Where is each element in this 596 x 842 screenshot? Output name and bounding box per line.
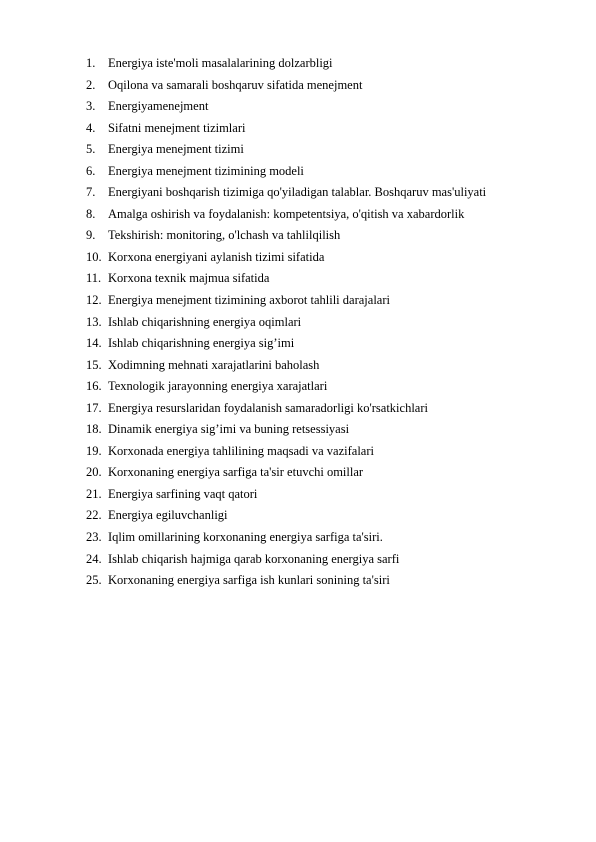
- list-item: [86, 484, 486, 506]
- list-item: [86, 290, 486, 312]
- list-item: [86, 376, 486, 398]
- item-text: Ishlab chiqarish hajmiga qarab korxonaning energiya sarfi: [108, 551, 400, 566]
- list-item: [86, 247, 486, 269]
- item-number: 12.: [86, 293, 102, 308]
- list-item: [86, 53, 486, 75]
- item-text: Dinamik energiya sig’imi va buning retsessiyasi: [108, 422, 350, 437]
- list-item: [86, 118, 486, 140]
- item-text: Energiya iste'moli masalalarining dolzarbligi: [108, 56, 333, 70]
- item-number: 25.: [86, 573, 102, 588]
- item-number: 3.: [86, 99, 96, 114]
- item-text: Ishlab chiqarishning energiya oqimlari: [108, 314, 302, 329]
- item-text: Korxonaning energiya sarfiga ta'sir etuvchi omillar: [108, 465, 364, 480]
- item-text: Xodimning mehnati xarajatlarini baholash: [108, 357, 320, 372]
- list-item: [86, 462, 486, 484]
- list-item: [86, 505, 486, 527]
- item-number: 16.: [86, 379, 102, 394]
- item-text: Korxonada energiya tahlilining maqsadi va vazifalari: [108, 443, 374, 458]
- item-text: Korxona texnik majmua sifatida: [108, 271, 270, 286]
- item-text: Energiya menejment tizimining modeli: [108, 163, 304, 178]
- item-text: Energiyamenejment: [108, 99, 209, 114]
- list-item: [86, 549, 486, 571]
- list-item: [86, 419, 486, 441]
- item-number: 23.: [86, 530, 102, 545]
- list-item: [86, 139, 486, 161]
- list-item: [86, 225, 486, 247]
- list-item: [86, 570, 486, 592]
- item-number: 22.: [86, 508, 102, 523]
- list-item: [86, 75, 486, 97]
- item-text: Energiya resurslaridan foydalanish samaradorligi ko'rsatkichlari: [108, 400, 428, 415]
- item-number: 4.: [86, 120, 96, 135]
- item-number: 11.: [86, 271, 102, 286]
- list-item: [86, 312, 486, 334]
- item-text: Texnologik jarayonning energiya xarajatlari: [108, 379, 328, 394]
- item-number: 6.: [86, 163, 96, 178]
- list-item: [86, 161, 486, 183]
- item-text: Energiya egiluvchanligi: [108, 508, 228, 523]
- item-number: 8.: [86, 206, 96, 221]
- item-number: 10.: [86, 249, 102, 264]
- list-item: [86, 527, 486, 549]
- item-number: 13.: [86, 314, 102, 329]
- item-number: 18.: [86, 422, 102, 437]
- item-number: 14.: [86, 336, 102, 351]
- item-text: Korxonaning energiya sarfiga ish kunlari sonining ta'siri: [108, 573, 390, 588]
- list-item: [86, 441, 486, 463]
- item-number: 5.: [86, 142, 96, 157]
- item-number: 1.: [86, 56, 96, 70]
- item-text: Tekshirish: monitoring, o'lchash va tahlilqilish: [108, 228, 341, 243]
- item-number: 7.: [86, 185, 96, 200]
- item-number: 2.: [86, 77, 96, 92]
- item-number: 21.: [86, 486, 102, 501]
- item-text: Energiya sarfining vaqt qatori: [108, 486, 258, 501]
- list-item: [86, 268, 486, 290]
- list-item: [86, 96, 486, 118]
- item-text: Sifatni menejment tizimlari: [108, 120, 246, 135]
- item-number: 17.: [86, 400, 102, 415]
- item-text: Iqlim omillarining korxonaning energiya sarfiga ta'siri.: [108, 530, 383, 545]
- item-text: Energiya menejment tizimining axborot tahlili darajalari: [108, 293, 390, 308]
- item-number: 15.: [86, 357, 102, 372]
- list-item: [86, 182, 486, 204]
- item-number: 20.: [86, 465, 102, 480]
- item-text: Korxona energiyani aylanish tizimi sifatida: [108, 249, 325, 264]
- item-text: Ishlab chiqarishning energiya sig’imi: [108, 336, 295, 351]
- topic-list: [86, 53, 486, 592]
- item-number: 24.: [86, 551, 102, 566]
- list-item: [86, 398, 486, 420]
- list-item: [86, 355, 486, 377]
- item-text: Energiya menejment tizimi: [108, 142, 244, 157]
- item-text: Amalga oshirish va foydalanish: kompetentsiya, o'qitish va xabardorlik: [108, 206, 465, 221]
- item-text: Energiyani boshqarish tizimiga qo'yiladigan talablar. Boshqaruv mas'uliyati: [108, 185, 487, 200]
- item-number: 9.: [86, 228, 96, 243]
- list-item: [86, 333, 486, 355]
- list-item: [86, 204, 486, 226]
- item-text: Oqilona va samarali boshqaruv sifatida menejment: [108, 77, 363, 92]
- item-number: 19.: [86, 443, 102, 458]
